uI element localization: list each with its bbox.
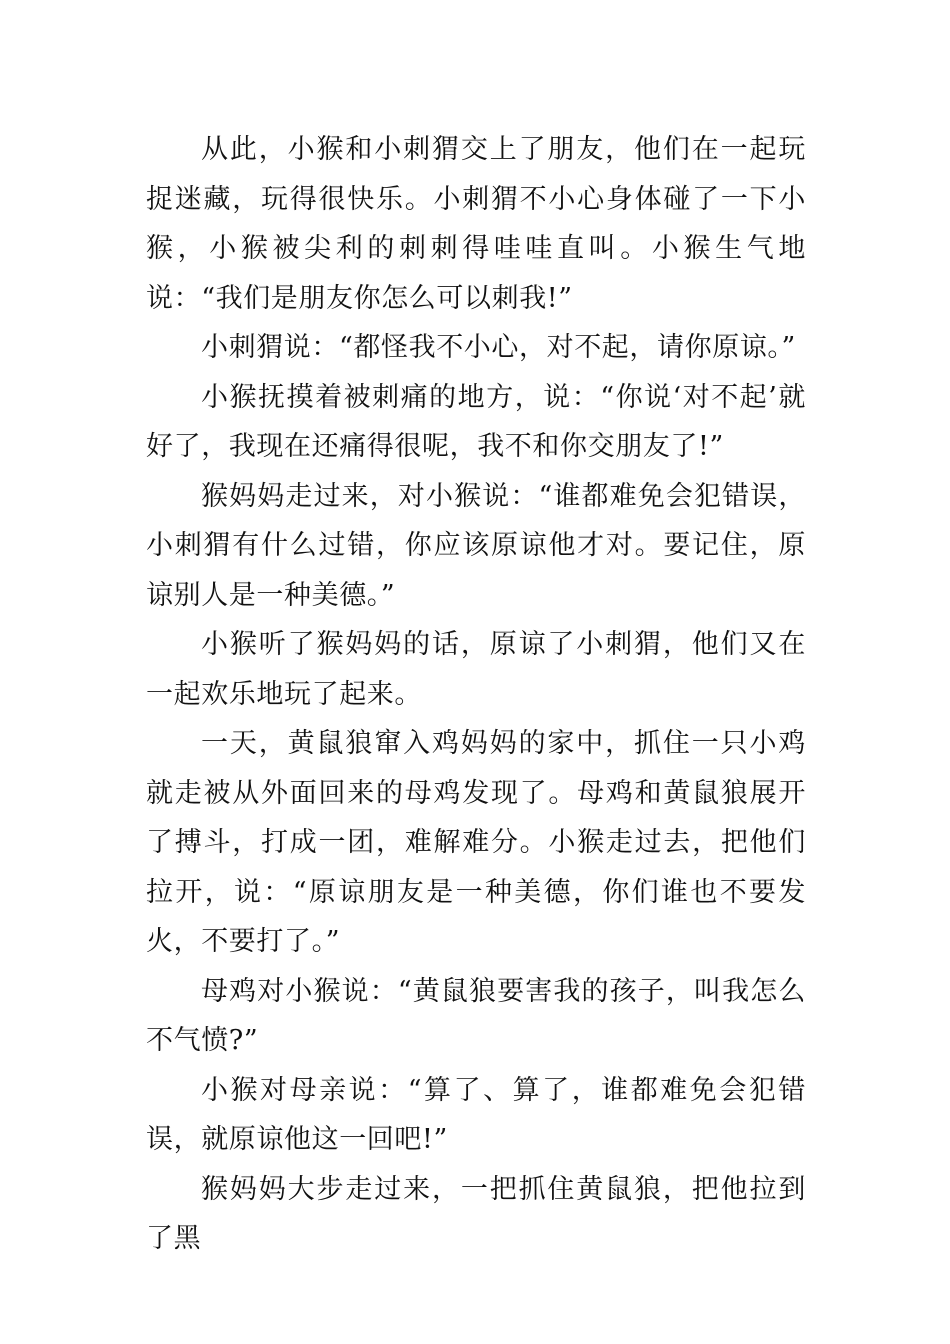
paragraph: 小猴听了猴妈妈的话，原谅了小刺猬，他们又在一起欢乐地玩了起来。 xyxy=(146,629,806,710)
story-text xyxy=(146,125,806,1264)
paragraph: 猴妈妈走过来，对小猴说：“谁都难免会犯错误，小刺猬有什么过错，你应该原谅他才对。要记住，原谅别人是一种美德。” xyxy=(146,480,806,611)
paragraph: 小猴抚摸着被刺痛的地方，说：“你说‘对不起’就好了，我现在还痛得很呢，我不和你交朋友了!” xyxy=(146,381,806,462)
paragraph: 母鸡对小猴说：“黄鼠狼要害我的孩子，叫我怎么不气愤?” xyxy=(146,975,806,1056)
paragraph: 一天，黄鼠狼窜入鸡妈妈的家中，抓住一只小鸡就走被从外面回来的母鸡发现了。母鸡和黄鼠狼展开了搏斗，打成一团，难解难分。小猴走过去，把他们拉开，说：“原谅朋友是一种美德，你们谁也不要发火，不要打了。” xyxy=(146,728,806,957)
paragraph: 从此，小猴和小刺猬交上了朋友，他们在一起玩捉迷藏，玩得很快乐。小刺猬不小心身体碰了一下小猴，小猴被尖利的刺刺得哇哇直叫。小猴生气地说：“我们是朋友你怎么可以刺我!” xyxy=(146,134,806,314)
paragraph: 猴妈妈大步走过来，一把抓住黄鼠狼，把他拉到了黑 xyxy=(146,1173,806,1254)
paragraph: 小猴对母亲说：“算了、算了，谁都难免会犯错误，就原谅他这一回吧!” xyxy=(146,1074,806,1155)
paragraph: 小刺猬说：“都怪我不小心，对不起，请你原谅。” xyxy=(201,332,796,363)
